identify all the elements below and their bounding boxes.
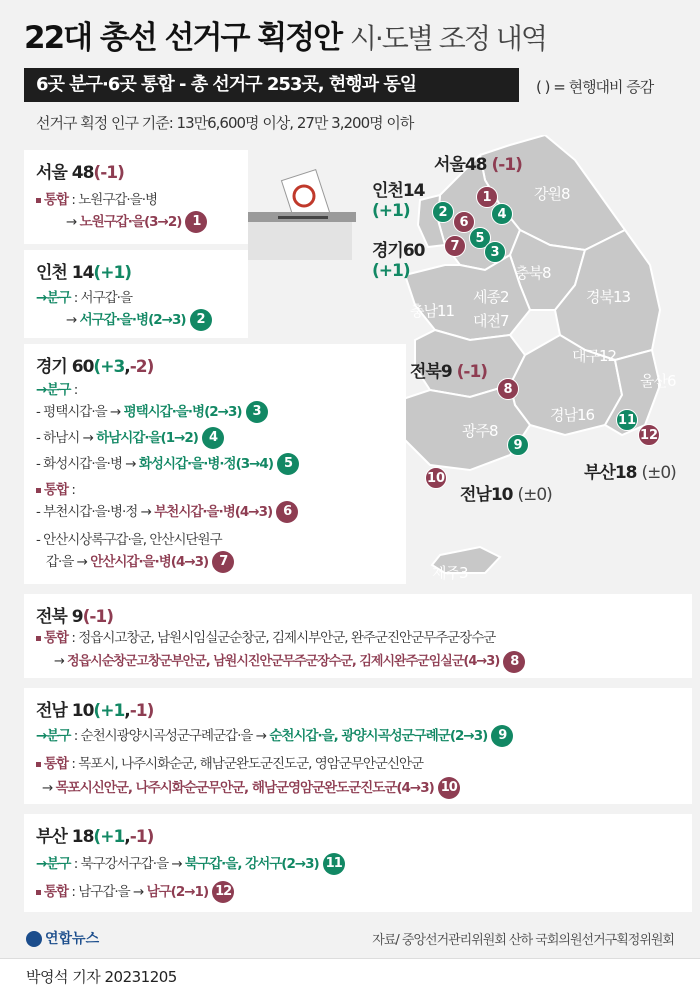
- gyeonggi-merge-1-result: 부천시갑·을·병(4→3): [154, 504, 273, 520]
- map-label-chungbuk: 충북8: [515, 264, 551, 282]
- map-marker-7: 7: [444, 235, 466, 257]
- box-jeonbuk-delta: -1: [89, 607, 107, 627]
- jeonbuk-result-line: [54, 650, 525, 673]
- map-callout-jeonbuk: 전북9 (-1): [410, 362, 488, 382]
- map-callout-gyeonggi: 경기60 (+1): [372, 236, 425, 281]
- box-seoul-delta: -1: [100, 163, 118, 183]
- map-marker-8: 8: [497, 378, 519, 400]
- box-jeonnam: [24, 688, 692, 804]
- arrow: →: [66, 312, 77, 328]
- square-marker: [36, 488, 41, 493]
- map-callout-incheon-count: 인천14: [372, 181, 425, 201]
- map-marker-2: 2: [432, 201, 454, 223]
- byline: 박영석 기자 20231205: [26, 968, 177, 986]
- gyeonggi-split-2-before: - 하남시 →: [36, 430, 93, 446]
- badge-6: 6: [276, 501, 298, 523]
- map-label-gyeongbuk: 경북13: [586, 288, 631, 306]
- seoul-merge-line: 통합 : 노원구갑·을·병: [36, 188, 157, 208]
- gyeonggi-merge-2-before: 갑·을 →: [46, 554, 87, 570]
- title-main: 22대 총선 선거구 획정안: [24, 20, 342, 56]
- map-callout-jeonnam-delta: ±0: [523, 485, 547, 505]
- map-callout-busan-delta: ±0: [647, 463, 671, 483]
- gyeonggi-split-label: →분구 :: [36, 382, 78, 398]
- jeonnam-split-result: 순천시갑·을, 광양시곡성군구례군(2→3): [269, 728, 488, 744]
- gyeonggi-split-2-result: 하남시갑·을(1→2): [96, 430, 198, 446]
- yonhap-logo-icon: [26, 931, 42, 947]
- badge-3: 3: [246, 401, 268, 423]
- box-incheon-name: 인천 14: [36, 263, 94, 283]
- box-incheon-header: 인천 14(+1): [36, 263, 132, 283]
- map-marker-6: 6: [453, 211, 475, 233]
- box-seoul-name: 서울 48: [36, 163, 94, 183]
- busan-split-before: 북구강서구갑·을 →: [80, 856, 182, 872]
- merge-label: 통합: [44, 884, 69, 900]
- box-incheon: [24, 250, 248, 338]
- gyeonggi-merge-1: [36, 500, 298, 523]
- jeonnam-merge-line: 통합 : 목포시, 나주시화순군, 해남군완도군진도군, 영암군무안군신안군: [36, 752, 423, 772]
- arrow: →: [66, 214, 77, 230]
- gyeonggi-split-1-before: - 평택시갑·을 →: [36, 404, 121, 420]
- map-marker-12: 12: [638, 424, 660, 446]
- map-label-chungnam: 충남11: [410, 302, 455, 320]
- badge-9: 9: [491, 725, 513, 747]
- merge-label: 통합: [44, 192, 69, 208]
- box-jeonnam-header: 전남 10(+1,-1): [36, 701, 154, 721]
- title-sub: 시·도별 조정 내역: [349, 22, 546, 55]
- gyeonggi-split-3: [36, 452, 299, 475]
- badge-1: 1: [185, 211, 207, 233]
- split-label: 분구: [46, 382, 71, 398]
- gyeonggi-split-3-before: - 화성시갑·을·병 →: [36, 456, 136, 472]
- map-label-gwangju: 광주8: [462, 422, 498, 440]
- box-gyeonggi-name: 경기 60: [36, 357, 94, 377]
- map-callout-seoul-count: 서울48: [434, 155, 487, 175]
- gyeonggi-split-3-result: 화성시갑·을·병·정(3→4): [138, 456, 274, 472]
- map-label-ulsan: 울산6: [640, 372, 676, 390]
- jeonnam-split-line: →분구 : 순천시광양시곡성군구례군갑·을 → 순천시갑·을, 광양시곡성군구례군(2→3) 9: [36, 724, 513, 747]
- map-callout-jeonbuk-count: 전북9: [410, 362, 452, 382]
- box-seoul-header: 서울 48(-1): [36, 163, 124, 183]
- jeonnam-split-before: 순천시광양시곡성군구례군갑·을 →: [80, 728, 267, 744]
- ballot-box-illustration: [238, 168, 368, 263]
- split-label: 분구: [46, 290, 71, 306]
- map-marker-9: 9: [507, 434, 529, 456]
- population-criteria: 선거구 획정 인구 기준: 13만6,600명 이상, 27만 3,200명 이하: [36, 114, 414, 132]
- gyeonggi-split-1-result: 평택시갑·을·병(2→3): [123, 404, 242, 420]
- title: [24, 12, 546, 57]
- box-gyeonggi-header: 경기 60(+3,-2): [36, 357, 154, 377]
- badge-5: 5: [277, 453, 299, 475]
- box-incheon-delta: +1: [100, 263, 125, 283]
- box-jeonnam-minus: -1: [129, 701, 147, 721]
- box-busan-header: 부산 18(+1,-1): [36, 827, 154, 847]
- map-label-daejeon: 대전7: [473, 312, 509, 330]
- merge-label: 통합: [44, 482, 69, 498]
- badge-8: 8: [503, 651, 525, 673]
- map-label-daegu: 대구12: [572, 347, 617, 365]
- square-marker: [36, 890, 41, 895]
- comma: ,: [124, 357, 130, 377]
- map-callout-busan-count: 부산18: [584, 463, 637, 483]
- map-marker-4: 4: [491, 203, 513, 225]
- badge-2: 2: [190, 309, 212, 331]
- merge-label: 통합: [44, 630, 69, 646]
- incheon-before: 서구갑·을: [80, 290, 133, 306]
- map-callout-seoul: 서울48 (-1): [434, 155, 522, 175]
- busan-merge-result: 남구(2→1): [146, 884, 209, 900]
- gyeonggi-merge-label: 통합 :: [36, 478, 75, 498]
- arrow: →: [36, 290, 47, 306]
- map-label-sejong: 세종2: [473, 288, 509, 306]
- square-marker: [36, 762, 41, 767]
- square-marker: [36, 198, 41, 203]
- gyeonggi-merge-2-result: 안산시갑·을·병(4→3): [90, 554, 209, 570]
- map-callout-busan: 부산18 (±0): [584, 463, 676, 483]
- gyeonggi-merge-1-before: - 부천시갑·을·병·정 →: [36, 504, 151, 520]
- map-callout-jeonbuk-delta: -1: [463, 362, 481, 382]
- busan-merge-before: 남구갑·을 →: [78, 884, 144, 900]
- incheon-result-line: [66, 308, 212, 331]
- map-label-gangwon: 강원8: [534, 185, 570, 203]
- comma: ,: [124, 827, 130, 847]
- map-marker-5: 5: [469, 227, 491, 249]
- map-callout-gyeonggi-count: 경기60: [372, 241, 425, 261]
- map-marker-11: 11: [616, 409, 638, 431]
- map-marker-1: 1: [476, 186, 498, 208]
- box-gyeonggi: [24, 344, 406, 584]
- box-busan: [24, 814, 692, 912]
- map-callout-jeonnam: 전남10 (±0): [460, 485, 552, 505]
- busan-merge-line: 통합 : 남구갑·을 → 남구(2→1) 12: [36, 880, 234, 903]
- map-callout-incheon-delta: +1: [378, 201, 403, 221]
- summary-banner: 6곳 분구·6곳 통합 - 총 선거구 253곳, 현행과 동일: [24, 68, 519, 102]
- box-busan-plus: +1: [100, 827, 125, 847]
- split-label: 분구: [46, 728, 71, 744]
- box-jeonnam-plus: +1: [100, 701, 125, 721]
- arrow: →: [36, 856, 47, 872]
- box-jeonnam-name: 전남 10: [36, 701, 94, 721]
- box-jeonbuk: [24, 594, 692, 678]
- arrow: →: [42, 780, 53, 796]
- map-callout-gyeonggi-delta: +1: [378, 261, 403, 281]
- box-gyeonggi-minus: -2: [129, 357, 147, 377]
- jeonnam-merge-result: 목포시신안군, 나주시화순군무안군, 해남군영암군완도군진도군(4→3): [55, 780, 434, 796]
- box-seoul: [24, 150, 248, 244]
- map-callout-incheon: 인천14 (+1): [372, 176, 425, 221]
- square-marker: [36, 636, 41, 641]
- busan-split-line: →분구 : 북구강서구갑·을 → 북구갑·을, 강서구(2→3) 11: [36, 852, 345, 875]
- seoul-result: 노원구갑·을(3→2): [79, 214, 182, 230]
- merge-label: 통합: [44, 756, 69, 772]
- source-text: 자료/ 중앙선거관리위원회 산하 국회의원선거구획정위원회: [372, 933, 674, 948]
- box-jeonbuk-header: 전북 9(-1): [36, 607, 114, 627]
- map-label-jeju: 제주3: [432, 564, 468, 582]
- gyeonggi-merge-2b: [46, 550, 234, 573]
- badge-11: 11: [323, 853, 345, 875]
- jeonnam-merge-before: 목포시, 나주시화순군, 해남군완도군진도군, 영암군무안군신안군: [78, 756, 424, 772]
- seoul-result-line: [66, 210, 207, 233]
- comma: ,: [124, 701, 130, 721]
- badge-12: 12: [212, 881, 234, 903]
- incheon-split-line: →분구 : 서구갑·을: [36, 290, 133, 306]
- seoul-before: 노원구갑·을·병: [78, 192, 158, 208]
- split-label: 분구: [46, 856, 71, 872]
- legend-note: ( ) = 현행대비 증감: [536, 78, 654, 96]
- badge-7: 7: [212, 551, 234, 573]
- map-callout-jeonnam-count: 전남10: [460, 485, 513, 505]
- busan-split-result: 북구갑·을, 강서구(2→3): [185, 856, 319, 872]
- box-busan-minus: -1: [129, 827, 147, 847]
- arrow: →: [54, 654, 64, 669]
- badge-4: 4: [202, 427, 224, 449]
- map-callout-seoul-delta: -1: [498, 155, 516, 175]
- yonhap-logo-text: 연합뉴스: [45, 931, 100, 947]
- badge-10: 10: [438, 777, 460, 799]
- map-label-gyeongnam: 경남16: [550, 406, 595, 424]
- arrow: →: [36, 382, 47, 398]
- arrow: →: [36, 728, 47, 744]
- jeonbuk-before: 정읍시고창군, 남원시임실군순창군, 김제시부안군, 완주군진안군무주군장수군: [78, 630, 496, 646]
- box-gyeonggi-plus: +3: [100, 357, 125, 377]
- box-busan-name: 부산 18: [36, 827, 94, 847]
- gyeonggi-split-1: [36, 400, 268, 423]
- gyeonggi-merge-2a: - 안산시상록구갑·을, 안산시단원구: [36, 532, 222, 548]
- box-jeonbuk-name: 전북 9: [36, 607, 83, 627]
- jeonbuk-result: 정읍시순창군고창군부안군, 남원시진안군무주군장수군, 김제시완주군임실군(4→3): [67, 654, 500, 669]
- jeonbuk-merge-line: 통합 : 정읍시고창군, 남원시임실군순창군, 김제시부안군, 완주군진안군무주군장수군: [36, 626, 495, 646]
- map-marker-3: 3: [484, 241, 506, 263]
- jeonnam-merge-result-line: [42, 776, 460, 799]
- map-marker-10: 10: [425, 467, 447, 489]
- yonhap-logo: [26, 928, 99, 948]
- incheon-result: 서구갑·을·병(2→3): [79, 312, 186, 328]
- gyeonggi-split-2: [36, 426, 224, 449]
